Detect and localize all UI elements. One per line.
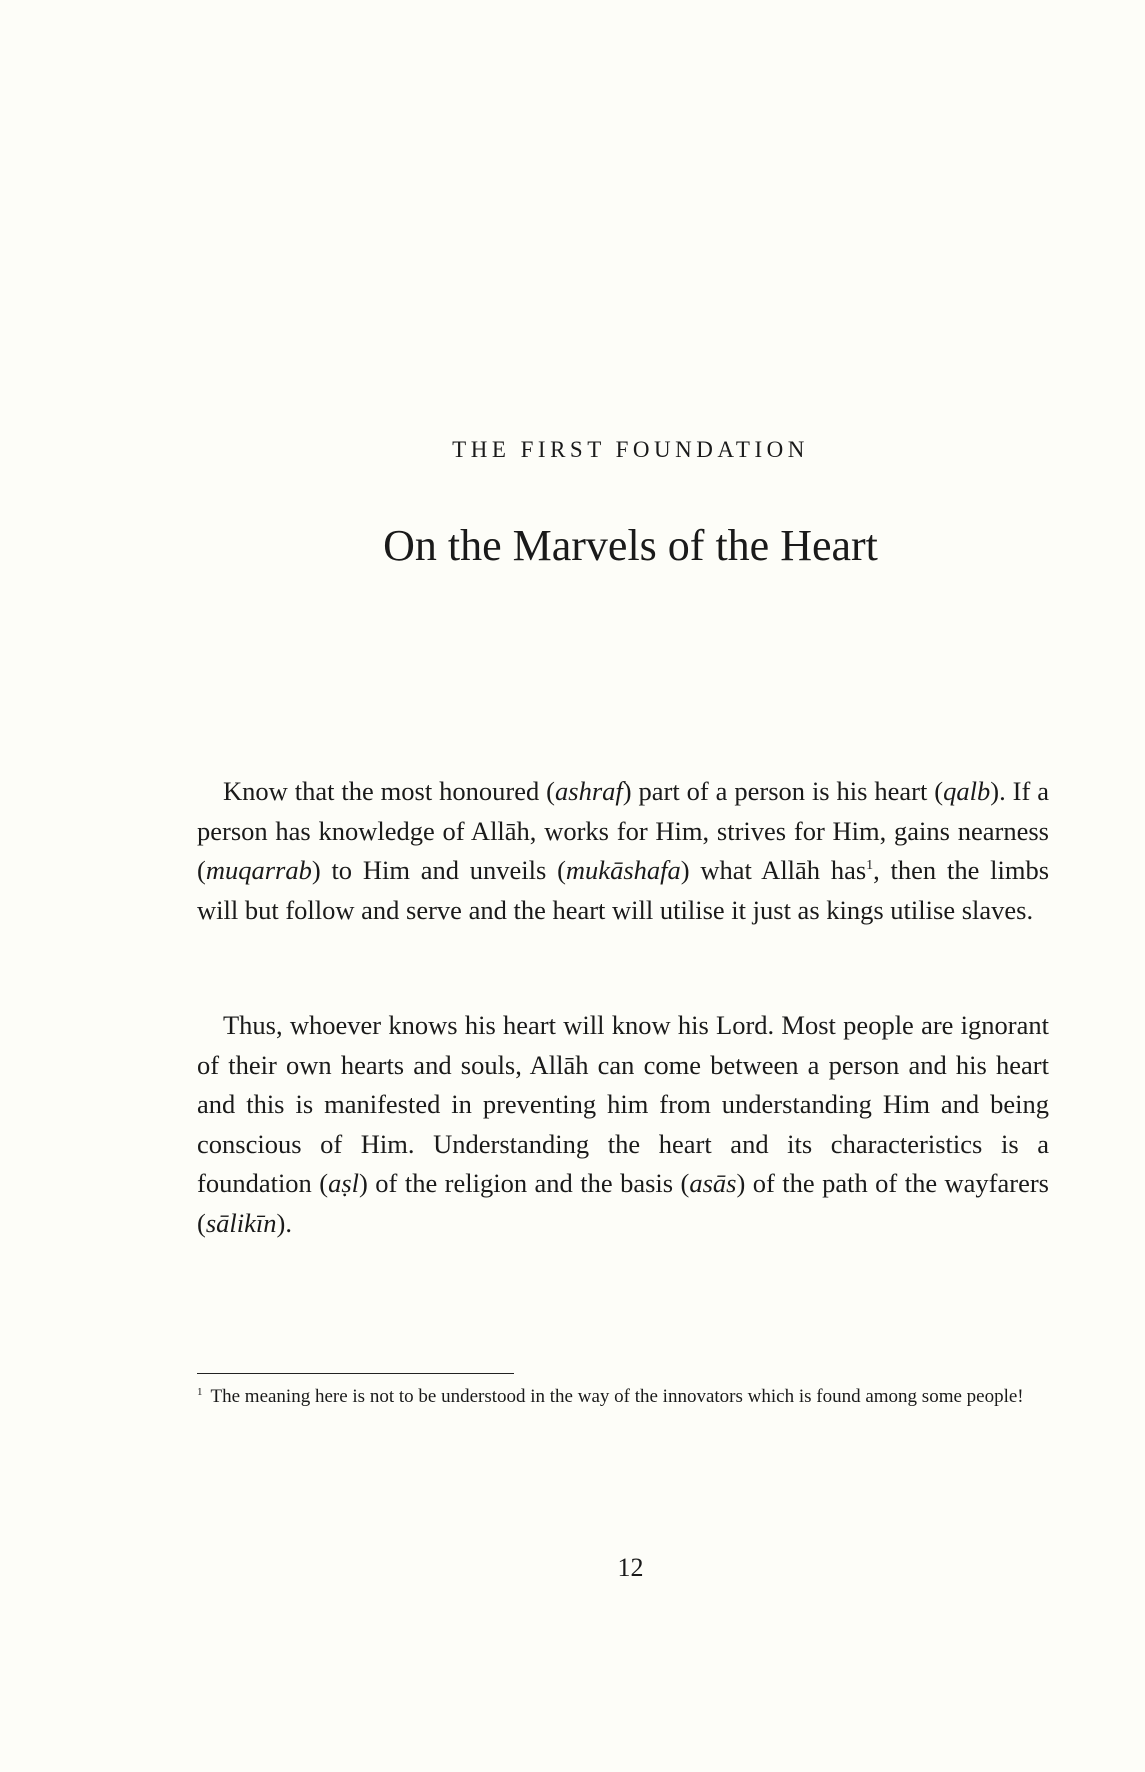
footnote-text: The meaning here is not to be understood in the way of the innovators which is found among some people! xyxy=(210,1386,1024,1407)
text: ). If a person has knowledge of Allāh, works for Him, strives for Him, gains nearness ( xyxy=(197,776,1049,885)
footnote-divider xyxy=(197,1373,514,1374)
footnote xyxy=(197,1382,1049,1412)
body-paragraph-1 xyxy=(197,772,1049,930)
footnote-marker: 1 xyxy=(197,1385,203,1398)
transliteration: muqarrab xyxy=(205,855,312,885)
chapter-kicker: THE FIRST FOUNDATION xyxy=(452,437,809,462)
text: ) of the path of the wayfarers ( xyxy=(197,1168,1049,1238)
text: ) of the religion and the basis ( xyxy=(359,1168,690,1198)
chapter-title: On the Marvels of the Heart xyxy=(383,521,878,570)
text: , then the limbs will but follow and serve and the heart will utilise it just as kings utilise slaves. xyxy=(197,855,1050,925)
transliteration: aṣl xyxy=(328,1168,360,1198)
page-number: 12 xyxy=(617,1553,644,1582)
transliteration: ashraf xyxy=(555,776,623,806)
footnote-reference: 1 xyxy=(866,858,874,874)
text: ). xyxy=(276,1207,292,1238)
transliteration: asās xyxy=(689,1168,737,1198)
text: ) what Allāh has xyxy=(680,855,867,885)
text: Know that the most honoured ( xyxy=(223,776,556,806)
text: ) to Him and unveils ( xyxy=(311,855,566,885)
text: ) part of a person is his heart ( xyxy=(622,776,944,806)
body-paragraph-2 xyxy=(197,1006,1049,1243)
text: Thus, whoever knows his heart will know his Lord. Most people are ignorant of their own hearts and souls, Allāh can come between a person and his heart and this is manifested in preventing him from understanding Him and being conscious of Him. Understanding the heart and its characteristics is a foundation ( xyxy=(197,1010,1049,1198)
transliteration: mukāshafa xyxy=(565,855,681,885)
transliteration: sālikīn xyxy=(205,1207,277,1238)
transliteration: qalb xyxy=(943,776,991,806)
